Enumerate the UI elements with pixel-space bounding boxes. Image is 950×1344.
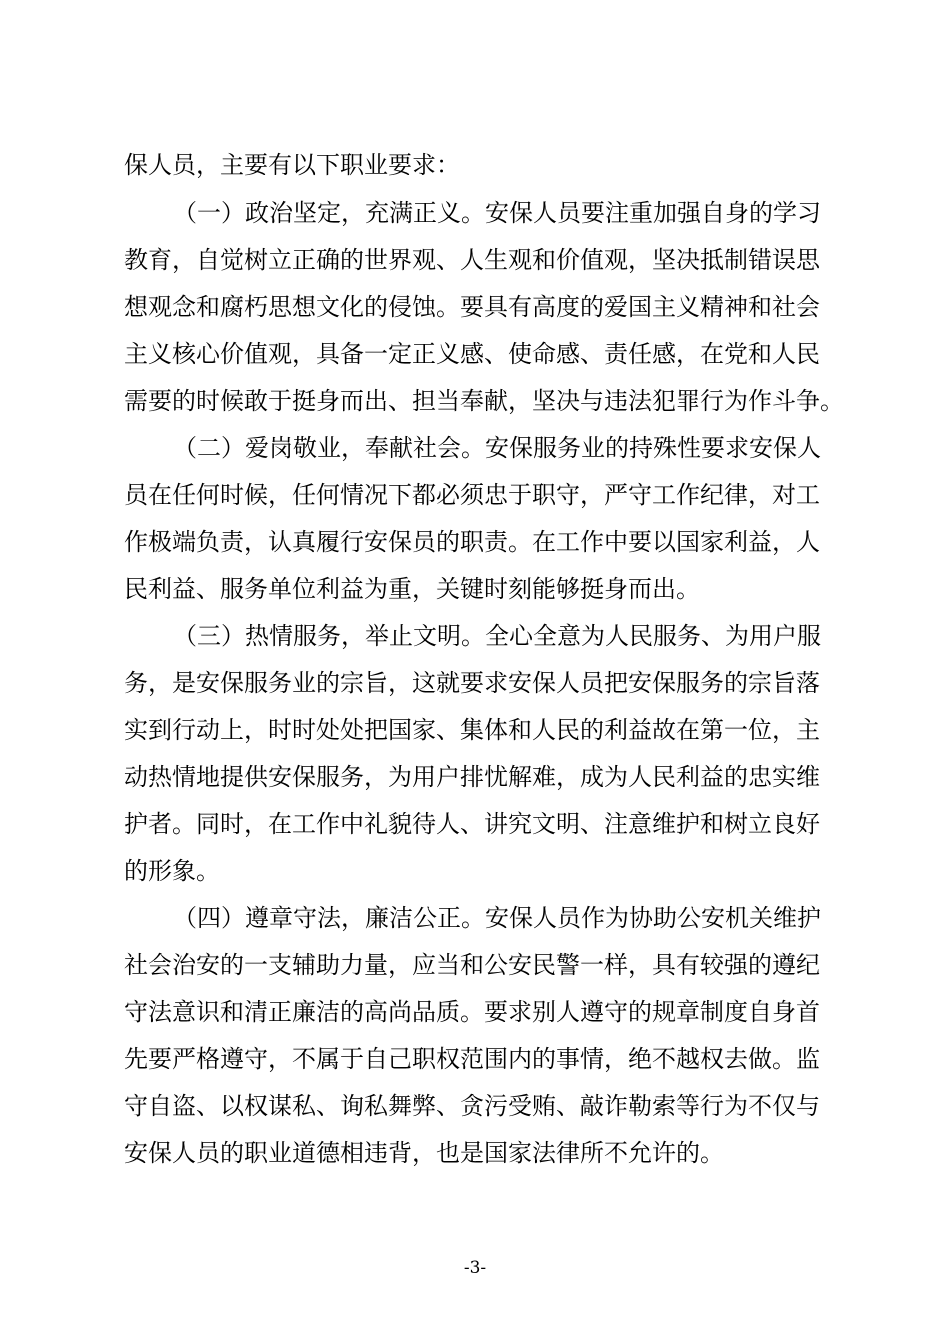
text-line: 护者。同时，在工作中礼貌待人、讲究文明、注意维护和树立良好 — [124, 810, 820, 838]
text-line: 员在任何时候，任何情况下都必须忠于职守，严守工作纪律，对工 — [124, 481, 820, 509]
paragraph-2-heading-line: （二）爱岗敬业，奉献社会。安保服务业的持殊性要求安保人 — [173, 434, 821, 462]
text-line: 需要的时候敢于挺身而出、担当奉献，坚决与违法犯罪行为作斗争。 — [124, 387, 844, 415]
text-line: 主义核心价值观，具备一定正义感、使命感、责任感，在党和人民 — [124, 340, 820, 368]
paragraph-4-heading-line: （四）遵章守法，廉洁公正。安保人员作为协助公安机关维护 — [173, 904, 821, 932]
text-line: 保人员，主要有以下职业要求： — [124, 151, 460, 179]
text-line: 社会治安的一支辅助力量，应当和公安民警一样，具有较强的遵纪 — [124, 951, 820, 979]
text-line: 作极端负责，认真履行安保员的职责。在工作中要以国家利益，人 — [124, 528, 820, 556]
text-line: 教育，自觉树立正确的世界观、人生观和价值观，坚决抵制错误思 — [124, 246, 820, 274]
page-number: -3- — [463, 1258, 487, 1278]
text-line: 守法意识和清正廉洁的高尚品质。要求别人遵守的规章制度自身首 — [124, 998, 820, 1026]
text-line: 想观念和腐朽思想文化的侵蚀。要具有高度的爱国主义精神和社会 — [124, 293, 820, 321]
paragraph-1-heading-line: （一）政治坚定，充满正义。安保人员要注重加强自身的学习 — [173, 199, 821, 227]
text-line: 先要严格遵守，不属于自己职权范围内的事情，绝不越权去做。监 — [124, 1045, 820, 1073]
text-line: 实到行动上，时时处处把国家、集体和人民的利益故在第一位，主 — [124, 716, 820, 744]
text-line: 动热情地提供安保服务，为用户排忧解难，成为人民利益的忠实维 — [124, 763, 820, 791]
text-line: 守自盗、以权谋私、询私舞弊、贪污受贿、敲诈勒索等行为不仅与 — [124, 1092, 820, 1120]
text-line: 务，是安保服务业的宗旨，这就要求安保人员把安保服务的宗旨落 — [124, 669, 820, 697]
paragraph-3-heading-line: （三）热情服务，举止文明。全心全意为人民服务、为用户服 — [173, 622, 821, 650]
text-line: 民利益、服务单位利益为重，关键时刻能够挺身而出。 — [124, 575, 700, 603]
text-line: 的形象。 — [124, 857, 220, 885]
text-line: 安保人员的职业道德相违背，也是国家法律所不允许的。 — [124, 1139, 724, 1167]
